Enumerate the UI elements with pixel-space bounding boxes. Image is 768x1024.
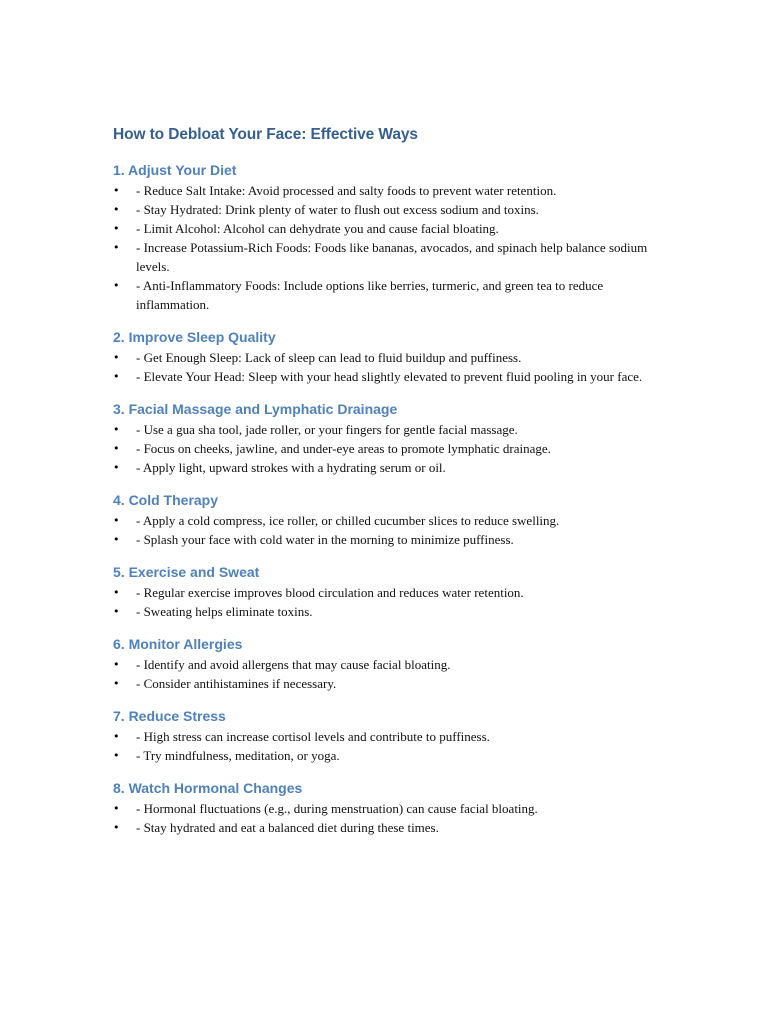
list-item [113,219,653,238]
section [113,399,653,477]
bullet-list [113,799,653,837]
list-item-text: - Limit Alcohol: Alcohol can dehydrate you and cause facial bloating. [136,221,499,236]
list-item [113,530,653,549]
bullet-icon: • [113,533,120,546]
list-item-text: - Apply light, upward strokes with a hydrating serum or oil. [136,460,446,475]
bullet-icon: • [113,821,120,834]
list-item [113,583,653,602]
bullet-icon: • [113,730,120,743]
section-heading: 6. Monitor Allergies [113,636,243,652]
bullet-list [113,420,653,477]
sections-container [113,160,653,837]
list-item-text: - Apply a cold compress, ice roller, or chilled cucumber slices to reduce swelling. [136,513,560,528]
list-item [113,348,653,367]
list-item-text: - Stay hydrated and eat a balanced diet during these times. [136,820,439,835]
bullet-icon: • [113,423,120,436]
list-item [113,181,653,200]
bullet-icon: • [113,605,120,618]
list-item-text: - Regular exercise improves blood circulation and reduces water retention. [136,585,524,600]
bullet-icon: • [113,749,120,762]
section [113,160,653,314]
section-heading: 1. Adjust Your Diet [113,162,237,178]
list-item [113,420,653,439]
bullet-list [113,655,653,693]
bullet-icon: • [113,203,120,216]
list-item [113,367,653,386]
bullet-icon: • [113,586,120,599]
bullet-icon: • [113,241,120,254]
section-heading: 5. Exercise and Sweat [113,564,260,580]
bullet-icon: • [113,461,120,474]
list-item-text: - High stress can increase cortisol levels and contribute to puffiness. [136,729,490,744]
list-item-text: - Identify and avoid allergens that may cause facial bloating. [136,657,451,672]
list-item [113,818,653,837]
document-title: How to Debloat Your Face: Effective Ways [113,126,418,143]
bullet-icon: • [113,351,120,364]
section-heading: 3. Facial Massage and Lymphatic Drainage [113,401,398,417]
list-item [113,655,653,674]
section [113,778,653,837]
bullet-icon: • [113,677,120,690]
list-item [113,458,653,477]
bullet-icon: • [113,802,120,815]
list-item [113,439,653,458]
list-item-text: - Increase Potassium-Rich Foods: Foods like bananas, avocados, and spinach help balance sodium levels. [136,240,648,274]
bullet-icon: • [113,184,120,197]
bullet-icon: • [113,658,120,671]
list-item-text: - Focus on cheeks, jawline, and under-eye areas to promote lymphatic drainage. [136,441,551,456]
bullet-icon: • [113,222,120,235]
list-item-text: - Use a gua sha tool, jade roller, or your fingers for gentle facial massage. [136,422,518,437]
section [113,562,653,621]
section-heading: 8. Watch Hormonal Changes [113,780,303,796]
list-item [113,602,653,621]
section [113,634,653,693]
list-item-text: - Get Enough Sleep: Lack of sleep can lead to fluid buildup and puffiness. [136,350,522,365]
list-item [113,276,653,314]
bullet-icon: • [113,442,120,455]
list-item-text: - Consider antihistamines if necessary. [136,676,337,691]
section-heading: 2. Improve Sleep Quality [113,329,276,345]
list-item [113,727,653,746]
list-item-text: - Anti-Inflammatory Foods: Include options like berries, turmeric, and green tea to reduce inflammation. [136,278,604,312]
bullet-list [113,181,653,314]
section [113,327,653,386]
list-item-text: - Reduce Salt Intake: Avoid processed and salty foods to prevent water retention. [136,183,557,198]
list-item-text: - Try mindfulness, meditation, or yoga. [136,748,340,763]
list-item-text: - Elevate Your Head: Sleep with your head slightly elevated to prevent fluid pooling in your face. [136,369,643,384]
list-item [113,746,653,765]
bullet-list [113,727,653,765]
list-item [113,238,653,276]
bullet-icon: • [113,514,120,527]
list-item-text: - Stay Hydrated: Drink plenty of water to flush out excess sodium and toxins. [136,202,539,217]
list-item-text: - Hormonal fluctuations (e.g., during menstruation) can cause facial bloating. [136,801,538,816]
document-page [113,124,653,850]
list-item [113,674,653,693]
list-item [113,799,653,818]
list-item [113,511,653,530]
list-item-text: - Splash your face with cold water in the morning to minimize puffiness. [136,532,514,547]
bullet-icon: • [113,370,120,383]
section [113,706,653,765]
section [113,490,653,549]
bullet-list [113,583,653,621]
list-item-text: - Sweating helps eliminate toxins. [136,604,313,619]
section-heading: 4. Cold Therapy [113,492,219,508]
bullet-icon: • [113,279,120,292]
bullet-list [113,511,653,549]
bullet-list [113,348,653,386]
list-item [113,200,653,219]
section-heading: 7. Reduce Stress [113,708,226,724]
